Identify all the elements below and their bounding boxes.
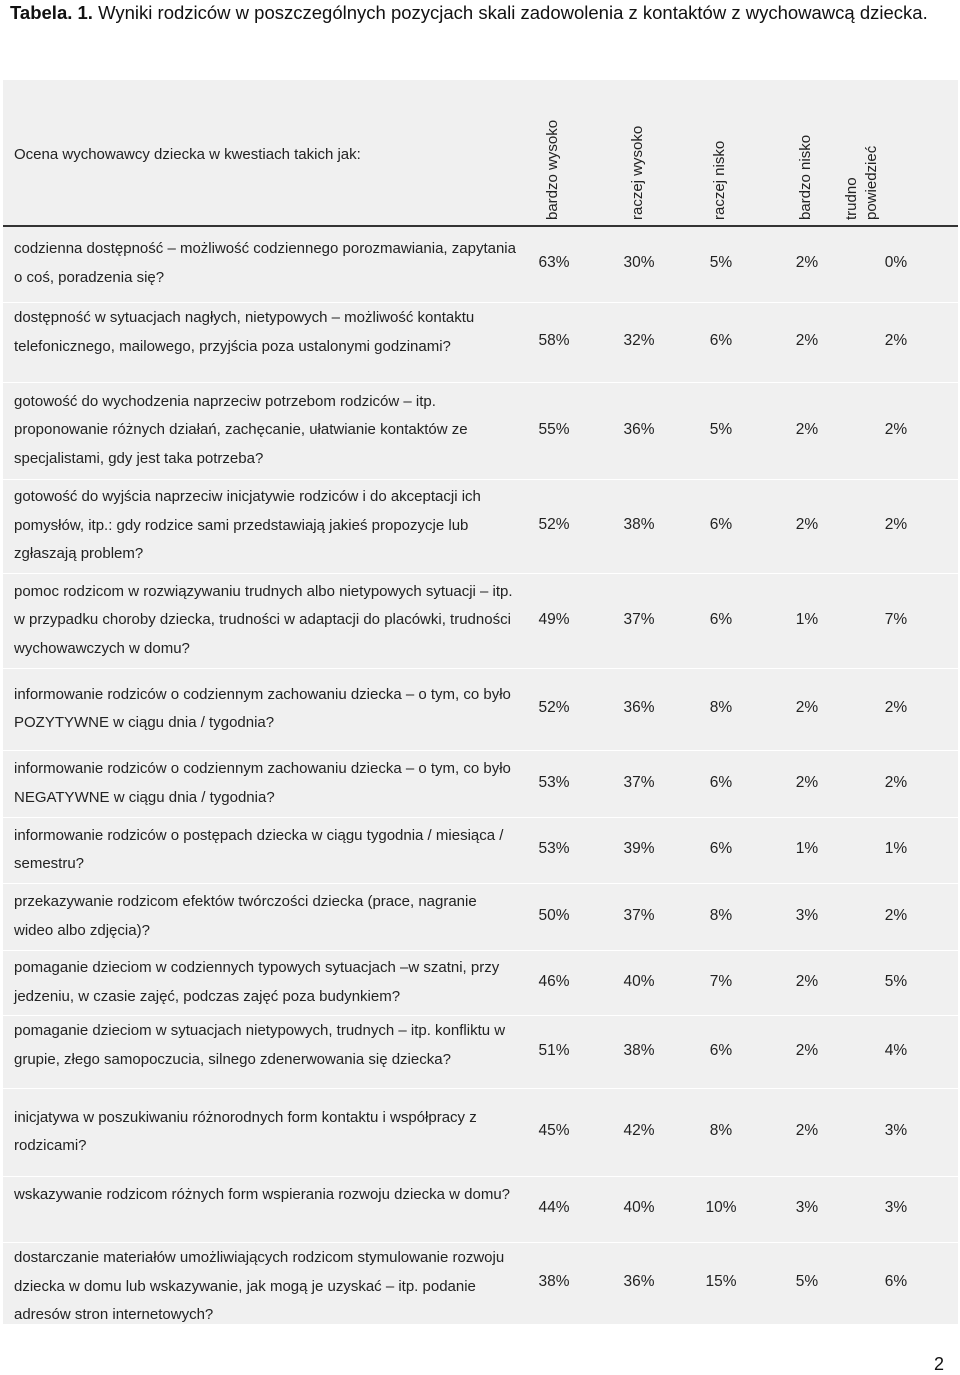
question-cell: pomaganie dzieciom w codziennych typowych sytuacjach –w szatni, przy jedzeniu, w czasie zajęć, podczas zajęć poza budynkiem? <box>14 959 500 1005</box>
table-row <box>3 302 958 383</box>
page-number: 2 <box>933 1354 944 1374</box>
value-cell: 15% <box>705 1273 737 1290</box>
value-cell: 1% <box>795 840 819 857</box>
question-cell: wskazywanie rodzicom różnych form wspierania rozwoju dziecka w domu? <box>14 1185 511 1203</box>
value-cell: 52% <box>538 699 570 716</box>
value-cell: 6% <box>709 840 733 857</box>
question-cell: codzienna dostępność – możliwość codziennego porozmawiania, zapytania o coś, poradzenia się? <box>14 240 516 286</box>
column-header-label: raczej nisko <box>711 140 728 220</box>
table-row <box>3 883 958 951</box>
value-cell: 2% <box>884 516 908 533</box>
value-cell: 36% <box>623 1273 655 1290</box>
caption-text: Wyniki rodziców w poszczególnych pozycjach skali zadowolenia z kontaktów z wychowawcą dziecka. <box>98 2 928 23</box>
table-row <box>3 1088 958 1177</box>
column-header-label: bardzo wysoko <box>544 119 561 220</box>
table-row <box>3 1242 958 1325</box>
value-cell: 36% <box>623 420 655 438</box>
value-cell: 37% <box>623 773 655 791</box>
value-cell: 6% <box>709 773 733 791</box>
value-cell: 40% <box>623 972 655 990</box>
value-cell: 42% <box>623 1122 655 1139</box>
table-header <box>3 80 958 227</box>
value-cell: 2% <box>795 972 819 990</box>
row-header-label: Ocena wychowawcy dziecka w kwestiach takich jak: <box>14 146 361 163</box>
value-cell: 30% <box>623 253 655 271</box>
column-header-label: powiedzieć <box>863 145 880 220</box>
value-cell: 40% <box>623 1199 655 1216</box>
column-header-label: bardzo nisko <box>797 134 814 220</box>
table-row <box>3 382 958 480</box>
table-row <box>3 479 958 574</box>
value-cell: 5% <box>884 972 908 990</box>
question-cell: informowanie rodziców o postępach dziecka w ciągu tygodnia / miesiąca / semestru? <box>14 826 504 872</box>
value-cell: 6% <box>709 332 733 349</box>
value-cell: 7% <box>884 610 908 628</box>
value-cell: 8% <box>709 699 733 716</box>
value-cell: 63% <box>538 253 570 271</box>
value-cell: 5% <box>709 253 733 271</box>
question-cell: przekazywanie rodzicom efektów twórczości dziecka (prace, nagranie wideo albo zdjęcia)? <box>14 893 477 939</box>
value-cell: 37% <box>623 610 655 628</box>
value-cell: 53% <box>538 773 570 791</box>
question-cell: informowanie rodziców o codziennym zachowaniu dziecka – o tym, co było POZYTYWNE w ciągu dnia / tygodnia? <box>14 685 511 731</box>
table-caption <box>10 0 950 26</box>
value-cell: 44% <box>538 1199 570 1216</box>
table-row <box>3 1015 958 1089</box>
value-cell: 2% <box>795 773 819 791</box>
value-cell: 3% <box>795 906 819 924</box>
value-cell: 2% <box>884 420 908 438</box>
question-cell: dostarczanie materiałów umożliwiających rodzicom stymulowanie rozwoju dziecka w domu lub wskazywanie, jak mogą je uzyskać – itp. podanie adresów stron internetowych? <box>14 1249 505 1323</box>
value-cell: 36% <box>623 699 655 716</box>
value-cell: 58% <box>538 332 570 349</box>
value-cell: 8% <box>709 1122 733 1139</box>
value-cell: 2% <box>795 1041 819 1059</box>
value-cell: 5% <box>795 1273 819 1290</box>
value-cell: 2% <box>884 906 908 924</box>
value-cell: 52% <box>538 516 570 533</box>
value-cell: 38% <box>623 516 655 533</box>
value-cell: 8% <box>709 906 733 924</box>
value-cell: 37% <box>623 906 655 924</box>
question-cell: pomaganie dzieciom w sytuacjach nietypowych, trudnych – itp. konfliktu w grupie, złego samopoczucia, silnego zdenerwowania się dziecka? <box>14 1022 506 1068</box>
value-cell: 6% <box>709 610 733 628</box>
value-cell: 2% <box>795 516 819 533</box>
value-cell: 4% <box>884 1041 908 1059</box>
column-header-label: raczej wysoko <box>629 125 646 220</box>
question-cell: gotowość do wyjścia naprzeciw inicjatywie rodziców i do akceptacji ich pomysłów, itp.: gdy rodzice sami przedstawiają jakieś propozycje lub zgłaszają problem? <box>14 488 481 563</box>
question-cell: inicjatywa w poszukiwaniu różnorodnych form kontaktu i współpracy z rodzicami? <box>14 1108 477 1154</box>
value-cell: 0% <box>884 253 908 271</box>
value-cell: 1% <box>884 840 908 857</box>
value-cell: 2% <box>884 699 908 716</box>
question-cell: gotowość do wychodzenia naprzeciw potrzebom rodziców – itp. proponowanie różnych działań, zachęcanie, ułatwianie kontaktów ze specjalistami, gdy jest taka potrzeba? <box>14 392 468 467</box>
value-cell: 55% <box>538 420 570 438</box>
value-cell: 2% <box>795 1122 819 1139</box>
table-row <box>3 1176 958 1243</box>
value-cell: 39% <box>623 840 655 857</box>
question-cell: pomoc rodzicom w rozwiązywaniu trudnych albo nietypowych sytuacji – itp. w przypadku choroby dziecka, trudności w adaptacji do placówki, trudności wychowawczych w domu? <box>14 582 513 657</box>
value-cell: 2% <box>795 332 819 349</box>
question-cell: dostępność w sytuacjach nagłych, nietypowych – możliwość kontaktu telefonicznego, mailowego, przyjścia poza ustalonymi godzinami? <box>14 309 475 355</box>
caption-label: Tabela. 1. <box>10 2 93 23</box>
value-cell: 2% <box>795 699 819 716</box>
column-header-label: trudno <box>843 177 860 220</box>
value-cell: 2% <box>884 773 908 791</box>
value-cell: 3% <box>795 1199 819 1216</box>
value-cell: 32% <box>623 332 655 349</box>
value-cell: 38% <box>538 1273 570 1290</box>
value-cell: 6% <box>709 1041 733 1059</box>
value-cell: 38% <box>623 1041 655 1059</box>
value-cell: 3% <box>884 1122 908 1139</box>
value-cell: 45% <box>538 1122 570 1139</box>
value-cell: 10% <box>705 1199 737 1216</box>
value-cell: 7% <box>709 972 733 990</box>
results-table <box>3 80 958 1324</box>
value-cell: 5% <box>709 420 733 438</box>
value-cell: 3% <box>884 1199 908 1216</box>
table-row <box>3 950 958 1016</box>
value-cell: 2% <box>884 332 908 349</box>
table-row <box>3 668 958 751</box>
value-cell: 1% <box>795 610 819 628</box>
value-cell: 6% <box>709 516 733 533</box>
table-row <box>3 225 958 303</box>
value-cell: 2% <box>795 420 819 438</box>
value-cell: 51% <box>538 1041 570 1059</box>
value-cell: 53% <box>538 840 570 857</box>
value-cell: 49% <box>538 610 570 628</box>
value-cell: 6% <box>884 1273 908 1290</box>
value-cell: 50% <box>538 906 570 924</box>
value-cell: 2% <box>795 253 819 271</box>
value-cell: 46% <box>538 972 570 990</box>
question-cell: informowanie rodziców o codziennym zachowaniu dziecka – o tym, co było NEGATYWNE w ciągu dnia / tygodnia? <box>14 760 511 806</box>
table-row <box>3 750 958 818</box>
table-row <box>3 817 958 884</box>
table-row <box>3 573 958 669</box>
